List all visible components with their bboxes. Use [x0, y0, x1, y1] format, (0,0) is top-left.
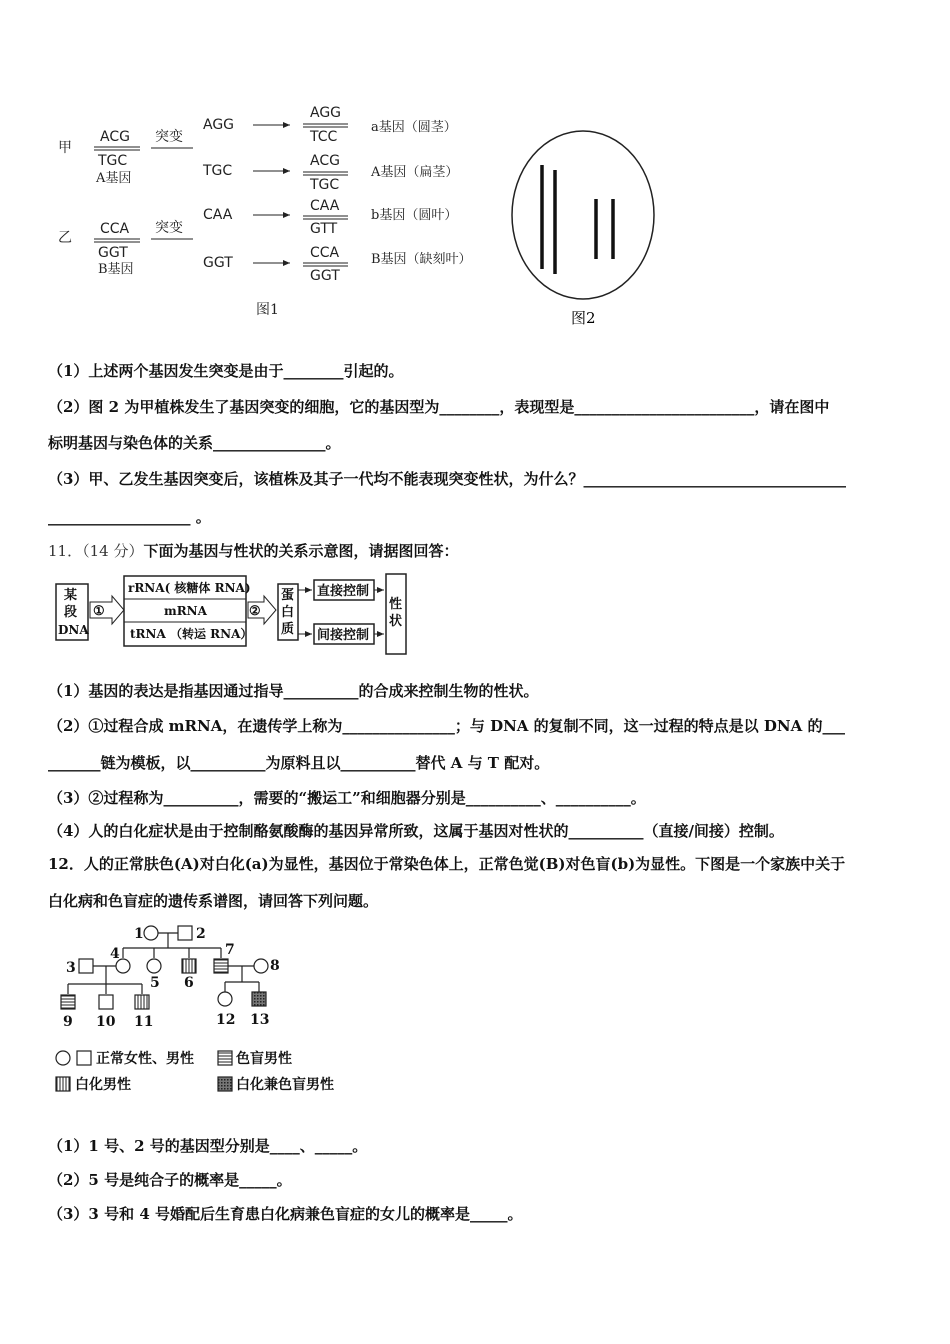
mrna-label: mRNA	[164, 604, 207, 618]
yi-res2-top: CCA	[310, 245, 340, 261]
figure-2-caption: 图2	[571, 309, 596, 327]
jia-mut-top: AGG	[203, 117, 235, 133]
dna-char-2: 段	[64, 605, 78, 620]
jia-res2-label: A基因（扁茎）	[371, 165, 459, 180]
legend-normal: 正常女性、男性	[96, 1051, 194, 1067]
rrna-label: rRNA( 核糖体 RNA)	[128, 581, 251, 595]
yi-res1-top: CAA	[310, 198, 340, 214]
protein-char-1: 蛋	[281, 588, 295, 603]
q11-part-1: （1）基因的表达是指基因通过指导__________的合成来控制生物的性状。	[48, 682, 539, 700]
q12-stem-a-text: 12．人的正常肤色(A)对白化(a)为显性，基因位于常染色体上，正常色觉(B)对色盲(b)为显性。下图是一个家族中关于	[48, 855, 846, 873]
step-2: ②	[249, 604, 261, 619]
ped-num-11: 11	[134, 1014, 154, 1030]
q12-pedigree	[50, 920, 360, 1100]
yi-res2-label: B基因（缺刻叶）	[371, 252, 472, 267]
q10-part-2b: 标明基因与染色体的关系_______________。	[48, 434, 341, 452]
q11-number: 11．（14 分）	[48, 542, 144, 560]
ped-num-12: 12	[216, 1012, 236, 1028]
q10-part-3b: ___________________ 。	[48, 508, 211, 526]
q11-part-4: （4）人的白化症状是由于控制酪氨酸酶的基因异常所致，这属于基因对性状的__________（直接/间接）控制。	[48, 822, 784, 840]
label-yi: 乙	[58, 230, 72, 246]
q11-stem	[48, 540, 458, 561]
ped-num-1: 1	[134, 926, 144, 942]
q12-stem-b-text: 白化病和色盲症的遗传系谱图，请回答下列问题。	[48, 892, 379, 910]
yi-orig-gene: B基因	[98, 262, 134, 277]
legend-both: 白化兼色盲男性	[236, 1077, 334, 1093]
figure-1-gene-mutation	[48, 95, 508, 325]
q12-stem-a	[48, 853, 845, 874]
yi-mutation-label: 突变	[155, 220, 183, 236]
ped-num-4: 4	[110, 946, 120, 962]
legend-albino: 白化男性	[75, 1077, 131, 1093]
ped-num-10: 10	[96, 1014, 116, 1030]
q10-part-2a: （2）图 2 为甲植株发生了基因突变的细胞，它的基因型为________，表现型是________________________，请在图中	[48, 398, 830, 416]
step-1: ①	[93, 604, 105, 619]
dna-char-1: 某	[64, 588, 78, 603]
yi-mut-top: CAA	[203, 207, 233, 223]
figure-1-caption: 图1	[256, 302, 279, 318]
label-jia: 甲	[58, 140, 72, 156]
jia-res2-top: ACG	[310, 153, 340, 169]
q11-part-3: （3）②过程称为__________，需要的“搬运工”和细胞器分别是__________、__________。	[48, 789, 646, 807]
q11-part-2b: _______链为模板，以__________为原料且以__________替代 A 与 T 配对。	[48, 754, 550, 772]
jia-res2-bottom: TGC	[310, 177, 340, 193]
ped-num-7: 7	[225, 942, 235, 958]
trait-char-2: 状	[389, 614, 403, 629]
protein-char-3: 质	[281, 622, 295, 637]
jia-orig-top: ACG	[100, 129, 130, 145]
cell-outline	[512, 131, 654, 299]
jia-mut-bottom: TGC	[203, 163, 233, 179]
yi-res1-bottom: GTT	[310, 221, 338, 237]
jia-orig-bottom: TGC	[98, 153, 128, 169]
q12-stem-b	[48, 890, 378, 911]
figure-2-cell	[505, 125, 665, 335]
yi-orig-top: CCA	[100, 221, 130, 237]
trna-label: tRNA （转运 RNA）	[130, 627, 253, 641]
q12-part-2: （2）5 号是纯合子的概率是_____。	[48, 1171, 292, 1189]
ped-num-13: 13	[250, 1012, 270, 1028]
ped-num-2: 2	[196, 926, 206, 942]
jia-orig-gene: A基因	[96, 171, 132, 186]
ped-num-8: 8	[270, 958, 280, 974]
legend-colorblind: 色盲男性	[236, 1051, 292, 1067]
q10-part-3a: （3）甲、乙发生基因突变后，该植株及其子一代均不能表现突变性状，为什么？___________________________________	[48, 470, 846, 488]
ped-num-9: 9	[63, 1014, 73, 1030]
q12-part-1: （1）1 号、2 号的基因型分别是____、_____。	[48, 1137, 368, 1155]
ped-num-3: 3	[66, 960, 76, 976]
q11-stem-text: 下面为基因与性状的关系示意图，请据图回答：	[143, 542, 459, 560]
direct-control: 直接控制	[317, 584, 370, 599]
ped-num-5: 5	[150, 975, 160, 991]
protein-char-2: 白	[281, 605, 295, 620]
q11-gene-trait-diagram	[50, 570, 420, 660]
q11-part-2a: （2）①过程合成 mRNA，在遗传学上称为_______________；与 DNA 的复制不同，这一过程的特点是以 DNA 的___	[48, 717, 845, 735]
ped-num-6: 6	[184, 975, 194, 991]
trait-char-1: 性	[389, 597, 403, 612]
dna-char-3: DNA	[58, 623, 89, 637]
q10-part-1: （1）上述两个基因发生突变是由于________引起的。	[48, 362, 404, 380]
jia-res1-top: AGG	[310, 105, 342, 121]
yi-orig-bottom: GGT	[98, 245, 128, 261]
yi-res1-label: b基因（圆叶）	[371, 208, 458, 223]
yi-mut-bottom: GGT	[203, 255, 233, 271]
jia-res1-bottom: TCC	[310, 129, 338, 145]
jia-mutation-label: 突变	[155, 129, 183, 145]
jia-res1-label: a基因（圆茎）	[371, 120, 457, 135]
yi-res2-bottom: GGT	[310, 268, 340, 284]
indirect-control: 间接控制	[317, 628, 370, 643]
q12-part-3: （3）3 号和 4 号婚配后生育患白化病兼色盲症的女儿的概率是_____。	[48, 1205, 523, 1223]
